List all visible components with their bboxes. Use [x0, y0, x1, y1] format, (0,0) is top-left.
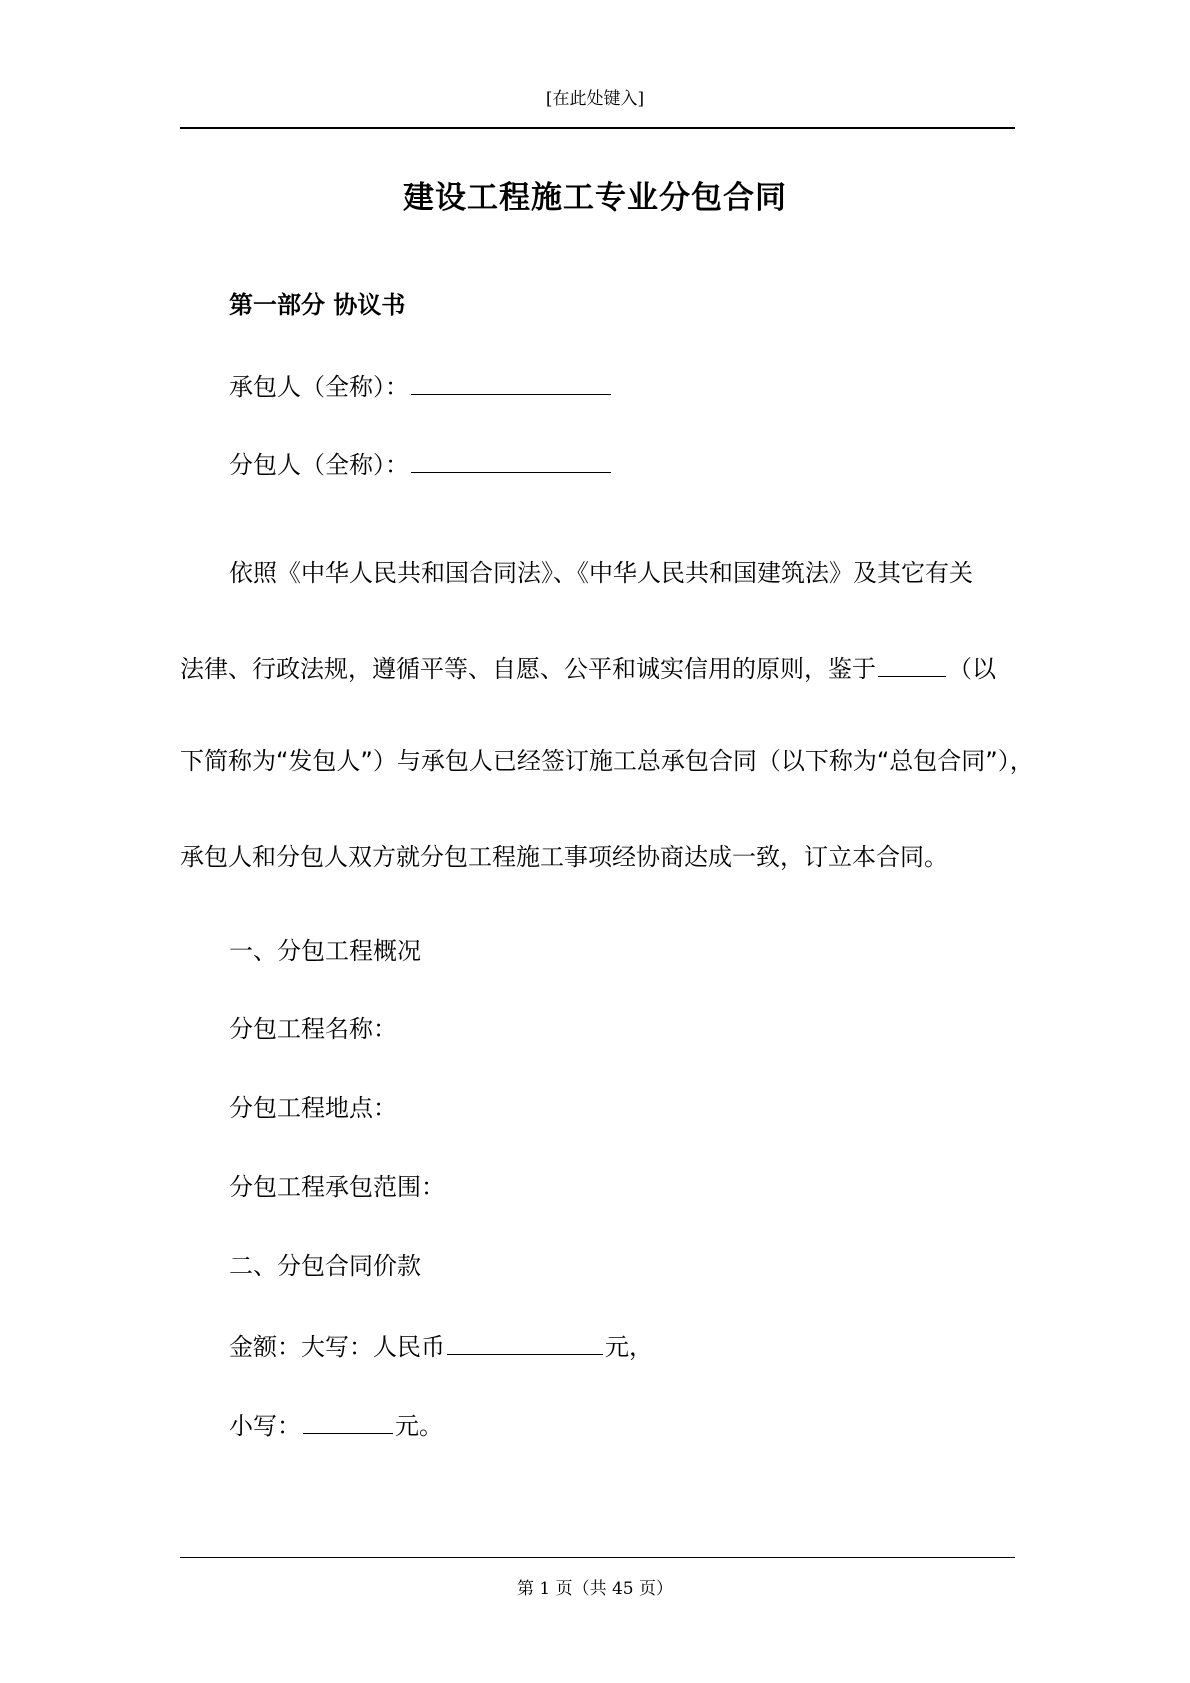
intro-line-4: 承包人和分包人双方就分包工程施工事项经协商达成一致，订立本合同。 — [180, 843, 948, 871]
project-scope-label: 分包工程承包范围： — [229, 1173, 445, 1201]
document-title: 建设工程施工专业分包合同 — [403, 180, 787, 216]
small-amount-suffix: 元。 — [395, 1412, 443, 1440]
price-heading: 二、分包合同价款 — [229, 1252, 421, 1280]
contractor-label: 承包人（全称）： — [229, 373, 409, 401]
intro-line-1: 依照《中华人民共和国合同法》、《中华人民共和国建筑法》及其它有关 — [229, 559, 973, 587]
overview-heading: 一、分包工程概况 — [229, 937, 421, 965]
amount-prefix: 金额：大写：人民币 — [229, 1333, 445, 1361]
subcontractor-label: 分包人（全称）： — [229, 451, 409, 479]
amount-words-blank[interactable] — [447, 1330, 603, 1355]
intro-line-2-tail: （以 — [948, 655, 996, 683]
amount-suffix: 元， — [605, 1333, 653, 1361]
footer-divider — [180, 1557, 1015, 1558]
small-amount-prefix: 小写： — [229, 1412, 301, 1440]
project-name-label: 分包工程名称： — [229, 1015, 397, 1043]
contractor-name-blank[interactable] — [411, 370, 611, 395]
header-divider — [180, 127, 1015, 129]
contractor-line — [229, 370, 613, 402]
subcontractor-name-blank[interactable] — [411, 448, 611, 473]
amount-figures-blank[interactable] — [303, 1409, 393, 1434]
project-location-label: 分包工程地点： — [229, 1094, 397, 1122]
intro-line-2-text: 法律、行政法规，遵循平等、自愿、公平和诚实信用的原则，鉴于 — [180, 655, 876, 683]
intro-line-2 — [180, 652, 996, 684]
page-header: [在此处键入] — [545, 89, 645, 109]
subcontractor-line — [229, 448, 613, 480]
intro-line-3: 下简称为“发包人”）与承包人已经签订施工总承包合同（以下称为“总包合同”）， — [180, 747, 1034, 775]
small-amount-line — [229, 1409, 443, 1441]
employer-name-blank[interactable] — [878, 652, 946, 677]
amount-line — [229, 1330, 653, 1362]
section-heading-agreement: 第一部分 协议书 — [229, 291, 406, 319]
page-footer: 第 1 页（共 45 页） — [516, 1579, 674, 1599]
